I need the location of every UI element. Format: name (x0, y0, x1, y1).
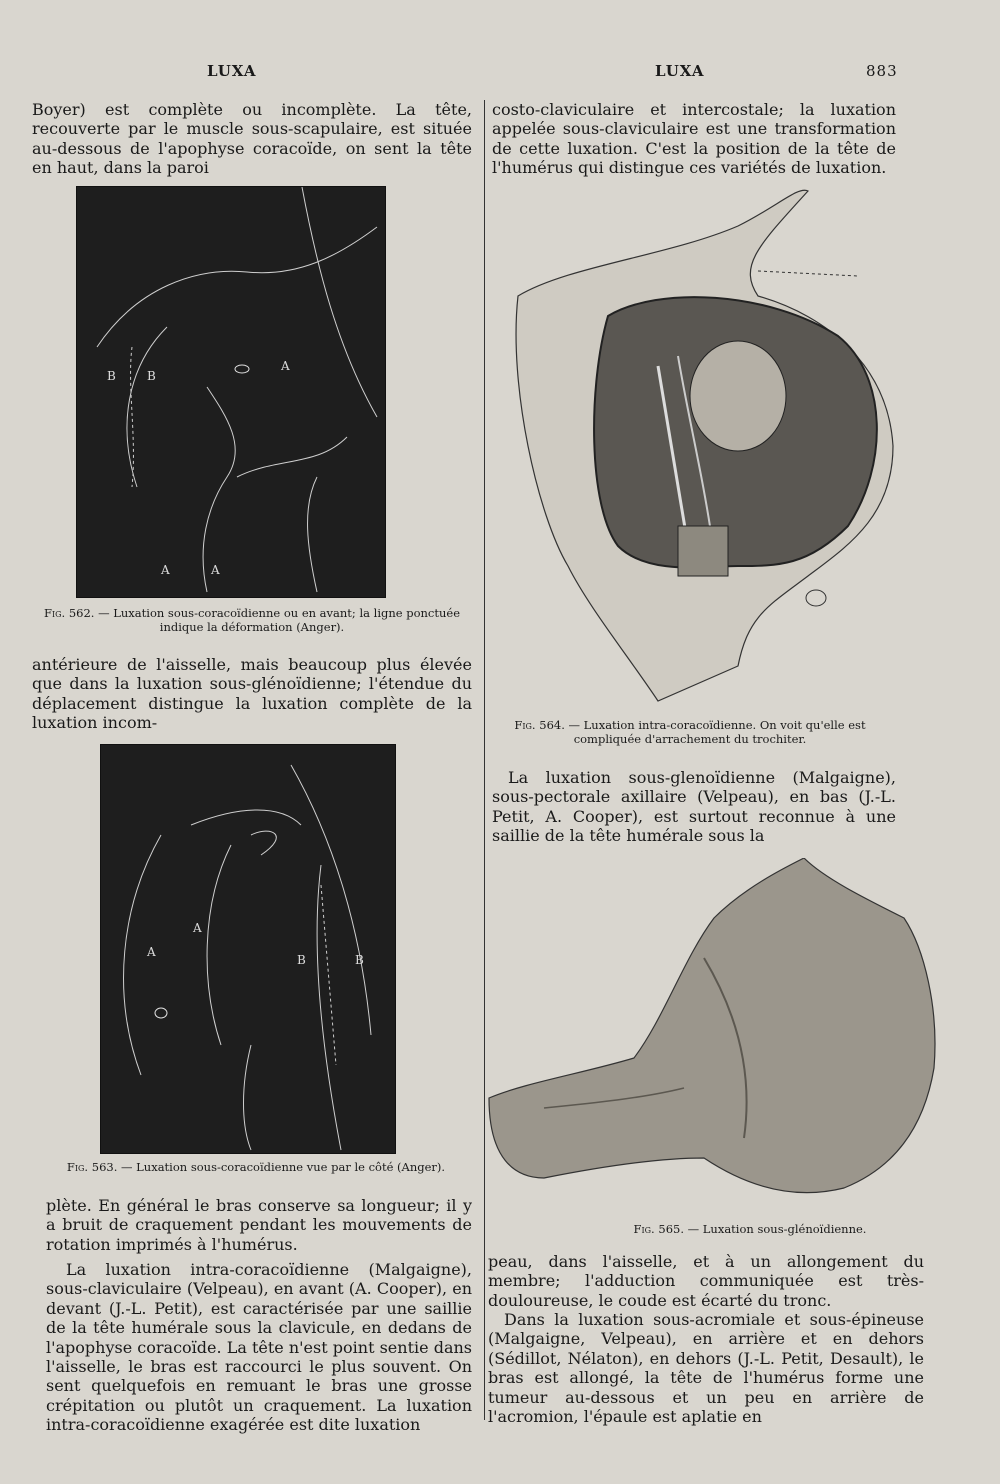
figure-563-drawing (101, 745, 395, 1153)
figure-562-caption (44, 606, 460, 634)
figure-564-caption-number: Fig. 564. (514, 718, 565, 732)
right-paragraph-2-text: La luxation sous-glenoïdienne (Malgaigne), sous-pectorale axillaire (Velpeau), en bas (J.-L. Petit, A. Cooper), est surtout reconnue à une saillie de la tête humérale sous la (492, 768, 896, 846)
figure-562-label-b2: B (147, 369, 156, 383)
figure-565-caption-number: Fig. 565. (633, 1222, 684, 1236)
right-paragraph-1-text: costo-claviculaire et intercostale; la luxation appelée sous-claviculaire est une transformation de cette luxation. C'est la position de la tête de l'humérus qui distingue ces variétés de luxation. (492, 100, 896, 178)
figure-562-label-a1: A (281, 359, 290, 373)
figure-563-plate (100, 744, 396, 1154)
right-running-head: LUXA (655, 62, 705, 80)
figure-565-engraving (484, 858, 944, 1218)
figure-562-plate (76, 186, 386, 598)
figure-565-caption-text: — Luxation sous-glénoïdienne. (687, 1222, 867, 1236)
left-paragraph-3-text: plète. En général le bras conserve sa longueur; il y a bruit de craquement pendant les mouvements de rotation imprimés à l'humérus. (46, 1196, 472, 1254)
left-paragraph-4 (46, 1260, 472, 1435)
figure-563-label-a1: A (147, 945, 156, 959)
figure-564-caption (490, 718, 890, 746)
right-paragraph-4 (488, 1310, 924, 1426)
page-number: 883 (866, 62, 898, 80)
left-paragraph-2 (32, 655, 472, 733)
right-paragraph-3-text: peau, dans l'aisselle, et à un allongement du membre; l'adduction communiquée est très-douloureuse, le coude est écarté du tronc. (488, 1252, 924, 1310)
left-paragraph-1 (32, 100, 472, 178)
right-paragraph-1 (492, 100, 896, 178)
left-paragraph-3 (46, 1196, 472, 1254)
figure-562-caption-text: — Luxation sous-coracoïdienne ou en avant; la ligne ponctuée indique la déformation (Anger). (98, 606, 460, 634)
figure-563-label-a2: A (193, 921, 202, 935)
figure-563-caption (56, 1160, 456, 1174)
figure-562-caption-number: Fig. 562. (44, 606, 95, 620)
figure-562-label-a3: A (211, 563, 220, 577)
column-rule (484, 100, 485, 1420)
right-paragraph-3 (488, 1252, 924, 1310)
left-running-head: LUXA (207, 62, 257, 80)
left-paragraph-4-text: La luxation intra-coracoïdienne (Malgaigne), sous-claviculaire (Velpeau), en avant (A. Cooper), en devant (J.-L. Petit), est caractérisée par une saillie de la tête humérale sous la clavicule, en dedans de l'apophyse coracoïde. La tête n'est point sentie dans l'aisselle, le bras est raccourci le plus souvent. On sent quelquefois en remuant le bras une grosse crépitation ou plutôt un craquement. La luxation intra-coracoïdienne exagérée est dite luxation (46, 1260, 472, 1435)
figure-563-caption-text: — Luxation sous-coracoïdienne vue par le côté (Anger). (121, 1160, 446, 1174)
figure-562-label-b1: B (107, 369, 116, 383)
figure-565-caption (600, 1222, 900, 1236)
figure-562-label-a2: A (161, 563, 170, 577)
figure-563-caption-number: Fig. 563. (66, 1160, 118, 1174)
figure-564-caption-text: — Luxation intra-coracoïdienne. On voit qu'elle est compliquée d'arrachement du trochiter. (568, 718, 866, 746)
right-paragraph-2 (492, 768, 896, 846)
figure-563-label-b2: B (355, 953, 364, 967)
left-paragraph-1-text: Boyer) est complète ou incomplète. La tête, recouverte par le muscle sous-scapulaire, est située au-dessous de l'apophyse coracoïde, on sent la tête en haut, dans la paroi (32, 100, 472, 178)
left-paragraph-2-text: antérieure de l'aisselle, mais beaucoup plus élevée que dans la luxation sous-glénoïdienne; l'étendue du déplacement distingue la luxation complète de la luxation incom- (32, 655, 472, 733)
right-paragraph-4-text: Dans la luxation sous-acromiale et sous-épineuse (Malgaigne, Velpeau), en arrière et en dehors (Sédillot, Nélaton), en dehors (J.-L. Petit, Desault), le bras est allongé, la tête de l'humérus forme une tumeur au-dessous et un peu en arrière de l'acromion, l'épaule est aplatie en (488, 1310, 924, 1427)
figure-564-engraving (508, 186, 898, 706)
figure-562-drawing (77, 187, 385, 597)
figure-563-label-b1: B (297, 953, 306, 967)
